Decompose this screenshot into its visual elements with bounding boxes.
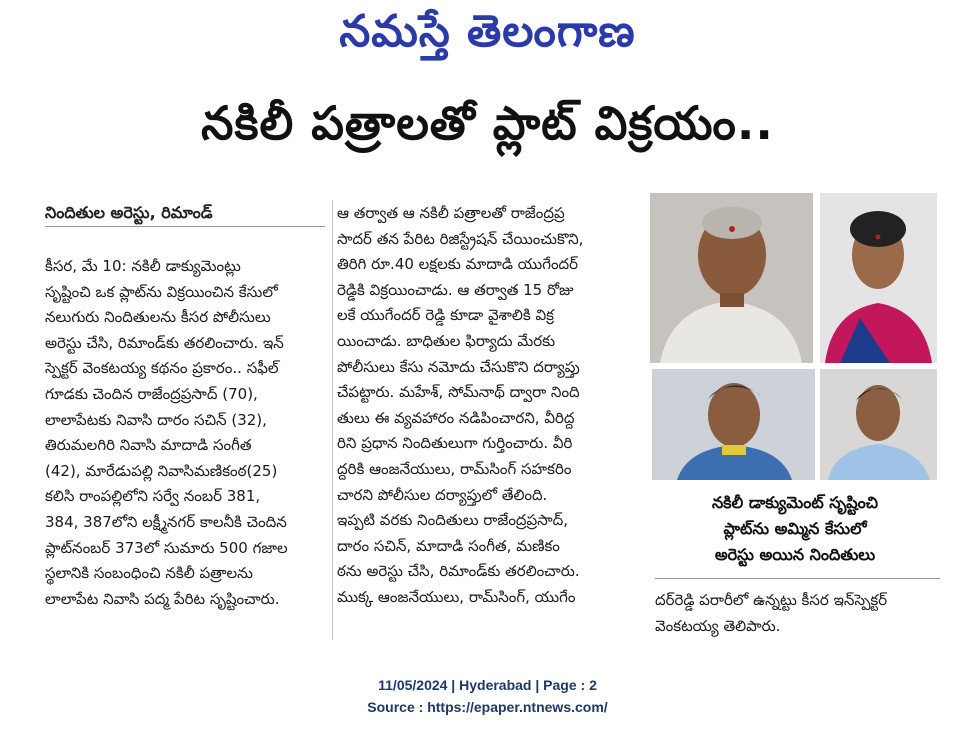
subhead-rule: [45, 226, 325, 227]
accused-photo-1: [650, 193, 813, 363]
article-line: ఠను అరెస్టు చేసి, రిమాండ్‌కు తరలించారు.: [337, 562, 580, 581]
article-line: తిరిగి రూ.40 లక్షలకు మాదాడి యుగేందర్: [337, 255, 579, 274]
article-line: అరెస్టు చేసి, రిమాండ్‌కు తరలించారు. ఇన్: [45, 333, 284, 352]
masthead: నమస్తే తెలంగాణ: [339, 6, 636, 57]
article-line: చారని పోలీసుల దర్యాప్తులో తేలింది.: [337, 485, 548, 504]
photo-caption: [650, 490, 940, 568]
footer-date-page: 11/05/2024 | Hyderabad | Page : 2: [378, 677, 597, 693]
article-line: యించాడు. బాధితుల ఫిర్యాదు మేరకు: [337, 331, 556, 350]
article-line: సృష్టించి ఒక ప్లాట్‌ను విక్రయించిన కేసులో: [45, 282, 278, 301]
column-divider: [332, 200, 333, 640]
article-line: లకే యుగేందర్ రెడ్డి కూడా వైశాలికి విక్ర: [337, 306, 554, 325]
article-line: లాలాపేట నివాసి పద్మ పేరిట సృష్టించారు.: [45, 589, 280, 608]
article-line: ఆ తర్వాత ఆ నకిలీ పత్రాలతో రాజేంద్రప్ర: [337, 204, 565, 222]
article-line: లాలాపేటకు నివాసి దారం సచిన్ (32),: [45, 410, 267, 429]
article-line: స్పెక్టర్ వెంకటయ్య కథనం ప్రకారం.. సఫీల్: [45, 359, 279, 378]
article-line: దర్‌రెడ్డి పరారీలో ఉన్నట్టు కీసర ఇన్‌స్పెక్టర్: [655, 591, 888, 609]
headline: నకిలీ పత్రాలతో ప్లాట్ విక్రయం..: [201, 96, 774, 150]
article-line: చేపట్టారు. మహేశ్, సోమ్‌నాథ్ ద్వారా నింది: [337, 383, 580, 402]
article-line: తిరుమలగిరి నివాసి మాదాడి సంగీత: [45, 436, 252, 455]
middle-column: [337, 201, 627, 611]
article-line: దారం సచిన్, మాదాడి సంగీత, మణికం: [337, 536, 560, 555]
footer-source: Source : https://epaper.ntnews.com/: [367, 699, 608, 715]
article-line: ముక్క ఆంజనేయులు, రామ్‌సింగ్, యుగేం: [337, 587, 576, 606]
subheadline: నిందితుల అరెస్టు, రిమాండ్: [45, 203, 213, 222]
article-line: (42), మారేడుపల్లి నివాసిమణికంఠ(25): [45, 461, 278, 480]
caption-line: అరెస్టు అయిన నిందితులు: [714, 545, 876, 564]
article-line: స్థలానికి సంబంధించి నకిలీ పత్రాలను: [45, 564, 253, 583]
article-line: కీసర, మే 10: నకిలీ డాక్యుమెంట్లు: [45, 257, 241, 275]
article-line: రిని ప్రధాన నిందితులుగా గుర్తించారు. వీరి: [337, 434, 573, 453]
article-line: ప్లాట్‌నంబర్ 373లో సుమారు 500 గజాల: [45, 538, 288, 557]
article-line: ఇప్పటి వరకు నిందితులు రాజేంద్రప్రసాద్,: [337, 511, 569, 530]
caption-rule: [655, 578, 940, 579]
accused-photo-4: [820, 369, 937, 480]
article-line: ద్దరికి ఆంజనేయులు, రామ్‌సింగ్ సహకరిం: [337, 459, 572, 478]
article-line: నలుగురు నిందితులను కీసర పోలీసులు: [45, 308, 271, 327]
article-line: 384, 387లోని లక్ష్మీనగర్ కాలనీకి చెందిన: [45, 512, 287, 531]
article-line: సాదర్ తన పేరిట రిజిస్ట్రేషన్ చేయించుకొని,: [337, 229, 584, 248]
accused-photo-2: [820, 193, 937, 363]
article-line: గూడకు చెందిన రాజేంద్రప్రసాద్ (70),: [45, 384, 258, 403]
left-column: [45, 254, 325, 612]
article-line: తులు ఈ వ్యవహారం నడిపించారని, వీరిద్ద: [337, 408, 575, 427]
accused-photo-3: [652, 369, 815, 480]
article-line: పోలీసులు కేసు నమోదు చేసుకొని దర్యాప్తు: [337, 357, 580, 376]
article-line: వెంకటయ్య తెలిపారు.: [655, 616, 781, 635]
article-line: కలిసి రాంపల్లిలోని సర్వే నంబర్ 381,: [45, 487, 261, 506]
article-line: రెడ్డికి విక్రయించాడు. ఆ తర్వాత 15 రోజు: [337, 280, 574, 299]
right-column: [655, 588, 955, 639]
caption-line: నకిలీ డాక్యుమెంట్ సృష్టించి: [711, 493, 879, 512]
caption-line: ప్లాట్‌ను అమ్మిన కేసులో: [723, 519, 867, 538]
